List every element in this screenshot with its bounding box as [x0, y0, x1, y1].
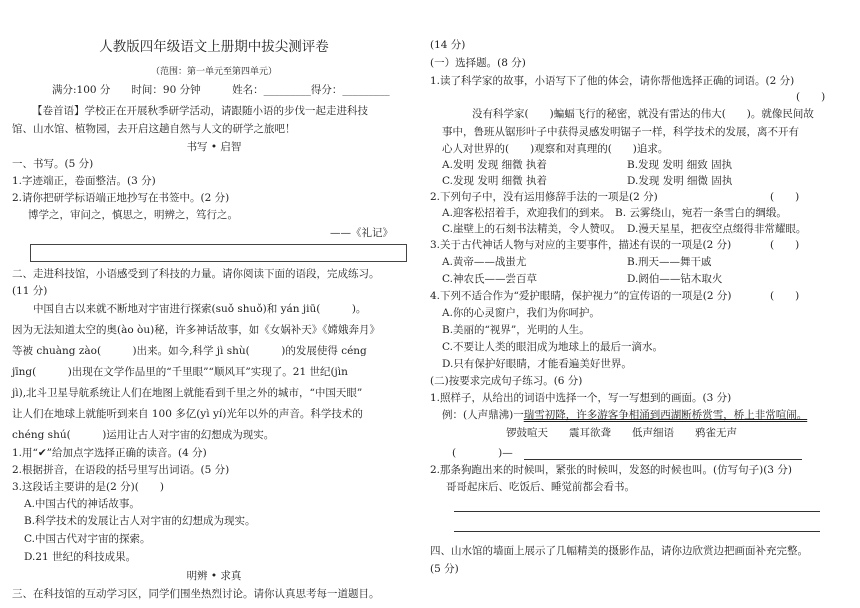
passage-line: jīng( )出现在文学作品里的“千里眼”“顺风耳”实现了。21 世纪(jìn — [12, 366, 348, 378]
choice-q4-option-d: D.只有保护好眼睛，才能看遍美好世界。 — [442, 358, 632, 370]
choice-q2-option-a: A.迎客松招着手，欢迎我们的到来。 — [442, 207, 611, 219]
sentence-q2: 2.那条狗跑出来的时候叫，紧张的时候叫，发怒的时候也叫。(仿写句子)(3 分) — [430, 464, 792, 476]
question-one-title: 一、书写。(5 分) — [12, 158, 94, 170]
question-two-item-2: 2.根据拼音，在语段的括号里写出词语。(5 分) — [12, 464, 230, 476]
question-four-intro-2: (5 分) — [430, 563, 459, 575]
question-two-item-3: 3.这段话主要讲的是(2 分)( ) — [12, 481, 164, 493]
choice-q2-option-c: C.崖壁上的石刻书法精美，令人赞叹。 — [442, 223, 621, 235]
preface-line-1: 【卷首语】学校正在开展秋季研学活动，请跟随小语的步伐一起走进科技 — [32, 105, 368, 117]
bookmark-writing-box[interactable] — [30, 244, 407, 262]
exam-title: 人教版四年级语文上册期中拔尖测评卷 — [99, 39, 329, 55]
choice-q4-option-a: A.你的心灵窗户，我们为你呵护。 — [442, 307, 600, 319]
choice-q1-passage: 没有科学家( )蝙蝠飞行的秘密，就没有雷达的伟大( )。就像民间故 — [430, 108, 814, 120]
copy-quote: 博学之，审问之，慎思之，明辨之，笃行之。 — [28, 209, 238, 221]
choice-q1-passage: 心人对世界的( )观察和对真理的( )追求。 — [442, 143, 669, 155]
choice-q4-answer-paren[interactable]: ( ) — [770, 290, 800, 302]
choice-q1-passage: 事中，鲁班从锯形叶子中获得灵感发明锯子一样，科学技术的发展，离不开有 — [442, 126, 799, 138]
passage-line: chéng shú( )运用让古人对宇宙的幻想成为现实。 — [12, 429, 275, 441]
passage-line: 中国自古以来就不断地对宇宙进行探索(suǒ shuǒ)和 yán jiū( )。 — [12, 303, 367, 315]
sentence-q1-example — [442, 408, 807, 422]
sentence-q1-blank-label: ( )— — [452, 447, 513, 459]
choice-q2-answer-paren[interactable]: ( ) — [770, 191, 800, 203]
question-three-score: (14 分) — [430, 39, 466, 51]
choice-q2-option-d: D.漫天星星，把夜空点缀得非常耀眼。 — [627, 223, 807, 235]
sentence-q1: 1.照样子，从给出的词语中选择一个，写一写想到的画面。(3 分) — [430, 392, 732, 404]
choice-q3-option-b: B.刑天——舞干戚 — [627, 256, 712, 268]
choice-q1-option-b: B.发现 发明 细致 固执 — [627, 159, 733, 171]
section-heading-shuxie: 书写 • 启智 — [186, 141, 242, 153]
option-b: B.科学技术的发展让古人对宇宙的幻想成为现实。 — [24, 515, 256, 527]
choice-q4: 4.下列不适合作为“爱护眼睛，保护视力”的宣传语的一项是(2 分) — [430, 290, 732, 302]
preface-line-2: 馆、山水馆、植物园，去开启这趟自然与人文的研学之旅吧！ — [12, 123, 296, 135]
sentence-q1-answer-line[interactable] — [524, 459, 802, 460]
copy-quote-source: ——《礼记》 — [330, 227, 393, 239]
question-one-item-1: 1.字迹端正，卷面整洁。(3 分) — [12, 175, 156, 187]
passage-line: 等被 chuàng zào( )出来。如今,科学 jì shù( )的发展使得 céng — [12, 345, 367, 357]
choice-q3-option-d: D.阏伯——钻木取火 — [627, 273, 723, 285]
sentence-q1-word-choices: 锣鼓喧天 震耳欲聋 低声细语 鸦雀无声 — [506, 427, 737, 439]
section-heading-mingbian: 明辨 • 求真 — [186, 570, 242, 582]
choice-q1-option-a: A.发明 发现 细微 执着 — [442, 159, 547, 171]
passage-line: jì),北斗卫星导航系统让人们在地图上就能看到千里之外的城市，“中国天眼” — [12, 387, 363, 399]
sentence-q2-answer-line-2[interactable] — [454, 531, 820, 532]
question-two-intro-2: (11 分) — [12, 285, 48, 297]
exam-meta: 满分:100 分 时间：90 分钟 姓名：_________得分：_________ — [52, 84, 390, 96]
choice-q3-answer-paren[interactable]: ( ) — [770, 239, 800, 251]
question-three-intro: 三、在科技馆的互动学习区，同学们围坐热烈讨论。请你认真思考每一道题目。 — [12, 588, 380, 600]
option-d: D.21 世纪的科技成果。 — [24, 551, 137, 563]
part-one-title: (一）选择题。(8 分) — [430, 57, 526, 69]
sentence-q2-hint: 哥哥起床后、吃饭后、睡觉前都会看书。 — [446, 481, 635, 493]
choice-q3: 3.关于古代神话人物与对应的主要事件，描述有误的一项是(2 分) — [430, 239, 732, 251]
question-two-intro-1: 二、走进科技馆，小语感受到了科技的力量。请你阅读下面的语段，完成练习。 — [12, 268, 380, 280]
part-two-title: (二)按要求完成句子练习。(6 分) — [430, 375, 583, 387]
passage-line: 让人们在地球上就能听到来自 100 多亿(yì yí)光年以外的声音。科学技术的 — [12, 408, 363, 420]
choice-q3-option-c: C.神农氏——尝百草 — [442, 273, 537, 285]
choice-q1-option-d: D.发现 发明 细微 固执 — [627, 175, 733, 187]
choice-q1: 1.读了科学家的故事，小语写下了他的体会，请你帮他选择正确的词语。(2 分) — [430, 75, 795, 87]
sentence-q2-answer-line-1[interactable] — [454, 511, 820, 512]
question-two-item-1: 1.用“✔”给加点字选择正确的读音。(4 分) — [12, 447, 207, 459]
option-c: C.中国古代对宇宙的探索。 — [24, 533, 151, 545]
question-four-intro-1: 四、山水馆的墙面上展示了几幅精美的摄影作品，请你边欣赏边把画面补充完整。 — [430, 545, 808, 557]
passage-line: 因为无法知道太空的奥(ào òu)秘，许多神话故事，如《女娲补天》《嫦娥奔月》 — [12, 324, 380, 336]
option-a: A.中国古代的神话故事。 — [24, 498, 140, 510]
choice-q1-answer-paren[interactable]: ( ) — [796, 91, 826, 103]
choice-q4-option-c: C.不要让人类的眼泪成为地球上的最后一滴水。 — [442, 341, 663, 353]
example-body: 瑞雪初降，许多游客争相涌到西湖断桥赏雪，桥上非常喧闹。 — [523, 409, 808, 421]
choice-q3-option-a: A.黄帝——战蚩尤 — [442, 256, 527, 268]
choice-q2-option-b: B. 云雾绕山，宛若一条雪白的绸缎。 — [615, 207, 787, 219]
choice-q4-option-b: B.美丽的“视界”，光明的人生。 — [442, 324, 590, 336]
exam-scope: （范围：第一单元至第四单元） — [150, 67, 277, 77]
choice-q2: 2.下列句子中，没有运用修辞手法的一项是(2 分) — [430, 191, 658, 203]
example-prefix: 例：(人声鼎沸)一 — [442, 409, 524, 421]
question-one-item-2: 2.请你把研学标语端正地抄写在书签中。(2 分) — [12, 192, 230, 204]
choice-q1-option-c: C.发现 发明 细微 执着 — [442, 175, 548, 187]
